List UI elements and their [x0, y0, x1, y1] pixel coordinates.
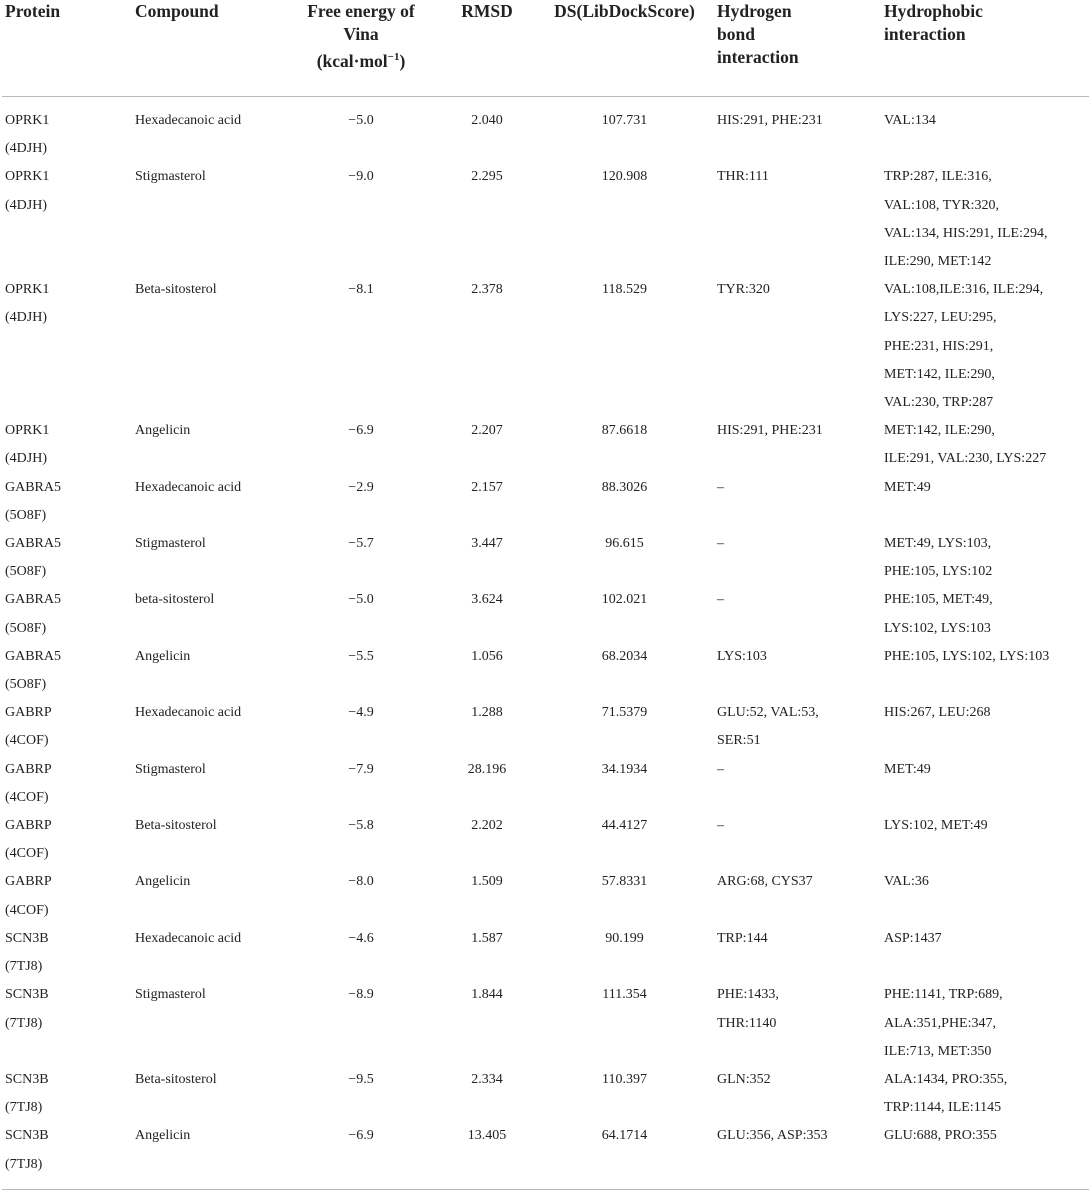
table-row — [2, 474, 1089, 530]
cell-ds: 71.5379 — [601, 705, 648, 721]
cell-hbond — [717, 97, 884, 164]
cell-hydrophobic — [884, 981, 1089, 1066]
cell-hydrophobic-line: GLU:688, PRO:355 — [884, 1128, 997, 1144]
cell-hbond-line: GLN:352 — [717, 1071, 771, 1087]
cell-rmsd: 2.378 — [471, 282, 503, 298]
cell-protein-line: (7TJ8) — [5, 1100, 43, 1116]
unit-text: (kcal·mol — [316, 50, 388, 71]
cell-hydrophobic — [884, 276, 1089, 417]
cell-ds: 64.1714 — [532, 1122, 717, 1189]
cell-hydrophobic — [884, 1066, 1089, 1122]
header-compound: Compound — [135, 0, 280, 97]
cell-hbond-line: – — [717, 761, 724, 777]
cell-hbond — [717, 163, 884, 276]
cell-ds: 102.021 — [601, 592, 648, 608]
cell-hydrophobic-line: ALA:351,PHE:347, — [884, 1015, 996, 1031]
cell-compound: Stigmasterol — [135, 987, 206, 1003]
cell-protein — [2, 97, 135, 164]
header-hbond-line-2: bond — [717, 24, 755, 44]
table-row — [2, 1066, 1089, 1122]
cell-hbond-line: – — [717, 536, 724, 552]
cell-ds: 68.2034 — [601, 648, 648, 664]
cell-hbond-line: HIS:291, PHE:231 — [717, 423, 823, 439]
cell-hydrophobic — [884, 925, 1089, 981]
cell-hbond-line: – — [717, 818, 724, 834]
cell-protein-line: (4DJH) — [5, 451, 47, 467]
header-hbond-line-3: interaction — [717, 47, 799, 67]
cell-protein-line: (4DJH) — [5, 141, 47, 157]
header-hydrophobic-line-2: interaction — [884, 24, 966, 44]
cell-compound: Stigmasterol — [135, 536, 206, 552]
cell-hydrophobic — [884, 97, 1089, 164]
cell-rmsd: 3.624 — [471, 592, 503, 608]
cell-compound: Angelicin — [135, 423, 191, 439]
cell-free-energy: −8.9 — [348, 987, 374, 1003]
cell-hydrophobic-line: ILE:290, MET:142 — [884, 254, 992, 270]
cell-hydrophobic-line: MET:49 — [884, 761, 931, 777]
cell-hydrophobic-line: VAL:36 — [884, 874, 929, 890]
cell-ds: 90.199 — [605, 930, 644, 946]
table-row — [2, 812, 1089, 868]
table-row — [2, 643, 1089, 699]
table-row — [2, 97, 1089, 164]
cell-ds: 34.1934 — [601, 761, 648, 777]
cell-hydrophobic-line: ASP:1437 — [884, 930, 942, 946]
table-header — [2, 0, 1089, 97]
cell-free-energy: −5.0 — [348, 113, 374, 128]
cell-protein — [2, 1122, 135, 1189]
cell-rmsd: 1.844 — [471, 987, 503, 1003]
cell-hbond — [717, 643, 884, 699]
cell-hydrophobic-line: LYS:102, MET:49 — [884, 818, 988, 834]
cell-protein-line: (4DJH) — [5, 310, 47, 326]
cell-protein-line: (4COF) — [5, 846, 49, 862]
cell-hbond — [717, 530, 884, 586]
cell-free-energy: −5.5 — [348, 648, 374, 664]
cell-protein-line: GABRA5 — [5, 479, 62, 495]
header-free-energy-line-2: Vina — [343, 24, 379, 44]
cell-hydrophobic-line: ILE:291, VAL:230, LYS:227 — [884, 451, 1047, 467]
cell-protein — [2, 643, 135, 699]
table-row — [2, 530, 1089, 586]
cell-protein-line: GABRA5 — [5, 592, 62, 608]
cell-hydrophobic-line: PHE:105, MET:49, — [884, 592, 993, 608]
header-hydrophobic-line-1: Hydrophobic — [884, 1, 983, 21]
header-hbond — [717, 0, 884, 97]
cell-hydrophobic-line: PHE:1141, TRP:689, — [884, 987, 1003, 1003]
cell-hydrophobic-line: VAL:134 — [884, 113, 936, 128]
cell-protein — [2, 276, 135, 417]
cell-hydrophobic-line: PHE:105, LYS:102 — [884, 564, 993, 580]
cell-rmsd: 28.196 — [467, 761, 507, 777]
cell-protein-line: GABRP — [5, 818, 52, 834]
cell-hbond — [717, 699, 884, 755]
cell-protein — [2, 699, 135, 755]
cell-hydrophobic-line: VAL:108, TYR:320, — [884, 197, 999, 213]
cell-free-energy: −9.5 — [348, 1071, 374, 1087]
cell-hbond-line: – — [717, 592, 724, 608]
cell-protein — [2, 756, 135, 812]
cell-rmsd: 1.056 — [471, 648, 503, 664]
table-row — [2, 417, 1089, 473]
cell-protein-line: GABRP — [5, 705, 52, 721]
cell-compound: Beta-sitosterol — [135, 818, 217, 834]
cell-hbond-line: THR:111 — [717, 169, 769, 185]
cell-protein-line: (5O8F) — [5, 507, 47, 523]
cell-hbond-line: LYS:103 — [717, 648, 767, 664]
cell-hbond-line: HIS:291, PHE:231 — [717, 113, 823, 128]
cell-hbond-line: GLU:356, ASP:353 — [717, 1128, 828, 1144]
cell-protein — [2, 417, 135, 473]
header-row — [2, 0, 1089, 97]
cell-hbond — [717, 586, 884, 642]
cell-compound: Hexadecanoic acid — [135, 113, 242, 128]
header-rmsd: RMSD — [442, 0, 532, 97]
cell-hydrophobic-line: PHE:231, HIS:291, — [884, 338, 994, 354]
cell-rmsd: 3.447 — [471, 536, 503, 552]
cell-rmsd: 1.509 — [471, 874, 503, 890]
cell-protein-line: GABRP — [5, 874, 52, 890]
cell-hydrophobic — [884, 699, 1089, 755]
cell-protein-line: OPRK1 — [5, 423, 50, 439]
cell-ds: 88.3026 — [601, 479, 648, 495]
cell-hbond-line: GLU:52, VAL:53, — [717, 705, 819, 721]
cell-rmsd: 2.334 — [471, 1071, 503, 1087]
cell-hbond-line: PHE:1433, — [717, 987, 779, 1003]
cell-hydrophobic-line: MET:142, ILE:290, — [884, 366, 995, 382]
cell-hydrophobic-line: PHE:105, LYS:102, LYS:103 — [884, 648, 1050, 664]
cell-hydrophobic-line: MET:49 — [884, 479, 931, 495]
cell-hydrophobic-line: TRP:287, ILE:316, — [884, 169, 992, 185]
cell-protein — [2, 474, 135, 530]
cell-hydrophobic — [884, 643, 1089, 699]
cell-ds: 110.397 — [602, 1071, 647, 1087]
cell-protein-line: OPRK1 — [5, 169, 50, 185]
cell-hbond — [717, 474, 884, 530]
cell-protein-line: GABRA5 — [5, 536, 62, 552]
cell-ds: 57.8331 — [601, 874, 648, 890]
cell-compound: Angelicin — [135, 874, 191, 890]
cell-free-energy: −5.8 — [348, 818, 374, 834]
cell-hydrophobic-line: MET:49, LYS:103, — [884, 536, 992, 552]
table-row — [2, 276, 1089, 417]
cell-free-energy: −6.9 — [280, 1122, 442, 1189]
cell-hydrophobic — [884, 868, 1089, 924]
cell-hbond — [717, 812, 884, 868]
table-row — [2, 699, 1089, 755]
header-free-energy-line-3 — [280, 46, 442, 73]
cell-protein-line: (4COF) — [5, 902, 49, 918]
cell-protein-line: SCN3B — [5, 1128, 49, 1144]
header-hydrophobic — [884, 0, 1089, 97]
cell-free-energy: −6.9 — [348, 423, 374, 439]
cell-protein-line: OPRK1 — [5, 282, 50, 298]
cell-hbond — [717, 417, 884, 473]
cell-protein-line: GABRP — [5, 761, 52, 777]
cell-compound: Beta-sitosterol — [135, 1071, 217, 1087]
cell-protein-line: SCN3B — [5, 1071, 49, 1087]
cell-hbond-line: ARG:68, CYS37 — [717, 874, 813, 890]
cell-rmsd: 1.288 — [471, 705, 503, 721]
cell-protein — [2, 812, 135, 868]
unit-close: ) — [399, 50, 406, 71]
cell-protein-line: SCN3B — [5, 930, 49, 946]
cell-protein-line: (4COF) — [5, 733, 49, 749]
cell-ds: 96.615 — [605, 536, 644, 552]
cell-compound: Angelicin — [135, 1122, 280, 1189]
cell-ds: 120.908 — [601, 169, 648, 185]
cell-free-energy: −5.0 — [348, 592, 374, 608]
docking-results-table — [2, 0, 1089, 1190]
cell-compound: Stigmasterol — [135, 761, 206, 777]
cell-free-energy: −8.1 — [348, 282, 374, 298]
cell-protein-line: (7TJ8) — [5, 1156, 43, 1172]
cell-free-energy: −4.6 — [348, 930, 374, 946]
cell-hydrophobic-line: HIS:267, LEU:268 — [884, 705, 991, 721]
cell-compound: Stigmasterol — [135, 169, 206, 185]
cell-protein — [2, 1066, 135, 1122]
cell-protein-line: (4COF) — [5, 789, 49, 805]
cell-hydrophobic-line: LYS:102, LYS:103 — [884, 620, 991, 636]
cell-rmsd: 2.202 — [471, 818, 503, 834]
table-row — [2, 586, 1089, 642]
cell-rmsd: 2.040 — [471, 113, 503, 128]
cell-protein-line: SCN3B — [5, 987, 49, 1003]
cell-free-energy: −8.0 — [348, 874, 374, 890]
cell-protein — [2, 163, 135, 276]
cell-hbond — [717, 868, 884, 924]
cell-compound: Hexadecanoic acid — [135, 479, 242, 495]
cell-protein-line: (5O8F) — [5, 564, 47, 580]
cell-ds: 87.6618 — [601, 423, 648, 439]
cell-hydrophobic — [884, 163, 1089, 276]
cell-hbond-line: SER:51 — [717, 733, 761, 749]
header-free-energy-line-1: Free energy of — [307, 1, 415, 21]
cell-ds: 118.529 — [602, 282, 647, 298]
cell-protein — [2, 868, 135, 924]
cell-hbond-line: THR:1140 — [717, 1015, 777, 1031]
cell-rmsd: 1.587 — [471, 930, 503, 946]
cell-rmsd: 2.157 — [471, 479, 503, 495]
cell-hbond — [717, 276, 884, 417]
unit-exponent: −1 — [387, 51, 400, 63]
cell-hydrophobic — [884, 1122, 1089, 1189]
cell-rmsd: 2.207 — [471, 423, 503, 439]
header-ds: DS(LibDockScore) — [532, 0, 717, 97]
cell-protein-line: GABRA5 — [5, 648, 62, 664]
cell-free-energy: −2.9 — [348, 479, 374, 495]
table-body — [2, 97, 1089, 1190]
cell-rmsd: 13.405 — [442, 1122, 532, 1189]
cell-hbond — [717, 1066, 884, 1122]
cell-protein-line: (4DJH) — [5, 197, 47, 213]
cell-hydrophobic — [884, 812, 1089, 868]
cell-protein — [2, 586, 135, 642]
table-row — [2, 163, 1089, 276]
cell-hbond — [717, 1122, 884, 1189]
cell-hydrophobic — [884, 756, 1089, 812]
cell-hydrophobic-line: ALA:1434, PRO:355, — [884, 1071, 1008, 1087]
cell-hydrophobic-line: TRP:1144, ILE:1145 — [884, 1100, 1002, 1116]
cell-hbond — [717, 981, 884, 1066]
cell-hbond-line: TYR:320 — [717, 282, 770, 298]
cell-hydrophobic-line: VAL:134, HIS:291, ILE:294, — [884, 225, 1048, 241]
table-row — [2, 756, 1089, 812]
cell-ds: 44.4127 — [601, 818, 648, 834]
cell-hydrophobic-line: ILE:713, MET:350 — [884, 1043, 992, 1059]
cell-compound: Angelicin — [135, 648, 191, 664]
cell-hydrophobic-line: VAL:108,ILE:316, ILE:294, — [884, 282, 1044, 298]
cell-protein — [2, 981, 135, 1066]
header-free-energy — [280, 0, 442, 97]
cell-hydrophobic — [884, 530, 1089, 586]
cell-rmsd: 2.295 — [471, 169, 503, 185]
cell-hbond-line: TRP:144 — [717, 930, 768, 946]
cell-hydrophobic-line: LYS:227, LEU:295, — [884, 310, 997, 326]
table-row — [2, 925, 1089, 981]
cell-hbond — [717, 925, 884, 981]
cell-hbond-line: – — [717, 479, 724, 495]
cell-hydrophobic — [884, 417, 1089, 473]
cell-hbond — [717, 756, 884, 812]
cell-compound: Beta-sitosterol — [135, 282, 217, 298]
cell-compound: beta-sitosterol — [135, 592, 215, 608]
cell-ds: 107.731 — [601, 113, 648, 128]
cell-protein-line: (7TJ8) — [5, 1015, 43, 1031]
header-hbond-line-1: Hydrogen — [717, 1, 792, 21]
cell-free-energy: −9.0 — [348, 169, 374, 185]
cell-ds: 111.354 — [602, 987, 647, 1003]
cell-protein-line: (7TJ8) — [5, 959, 43, 975]
cell-protein-line: (5O8F) — [5, 677, 47, 693]
cell-free-energy: −5.7 — [348, 536, 374, 552]
cell-free-energy: −7.9 — [348, 761, 374, 777]
cell-compound: Hexadecanoic acid — [135, 705, 242, 721]
cell-protein-line: (5O8F) — [5, 620, 47, 636]
cell-compound: Hexadecanoic acid — [135, 930, 242, 946]
cell-hydrophobic — [884, 474, 1089, 530]
cell-free-energy: −4.9 — [348, 705, 374, 721]
table-row — [2, 868, 1089, 924]
table-row — [2, 1122, 1089, 1189]
cell-hydrophobic — [884, 586, 1089, 642]
cell-protein-line: OPRK1 — [5, 113, 50, 128]
cell-protein — [2, 530, 135, 586]
cell-hydrophobic-line: MET:142, ILE:290, — [884, 423, 995, 439]
cell-hydrophobic-line: VAL:230, TRP:287 — [884, 395, 994, 411]
cell-protein — [2, 925, 135, 981]
table-row — [2, 981, 1089, 1066]
header-protein: Protein — [2, 0, 135, 97]
